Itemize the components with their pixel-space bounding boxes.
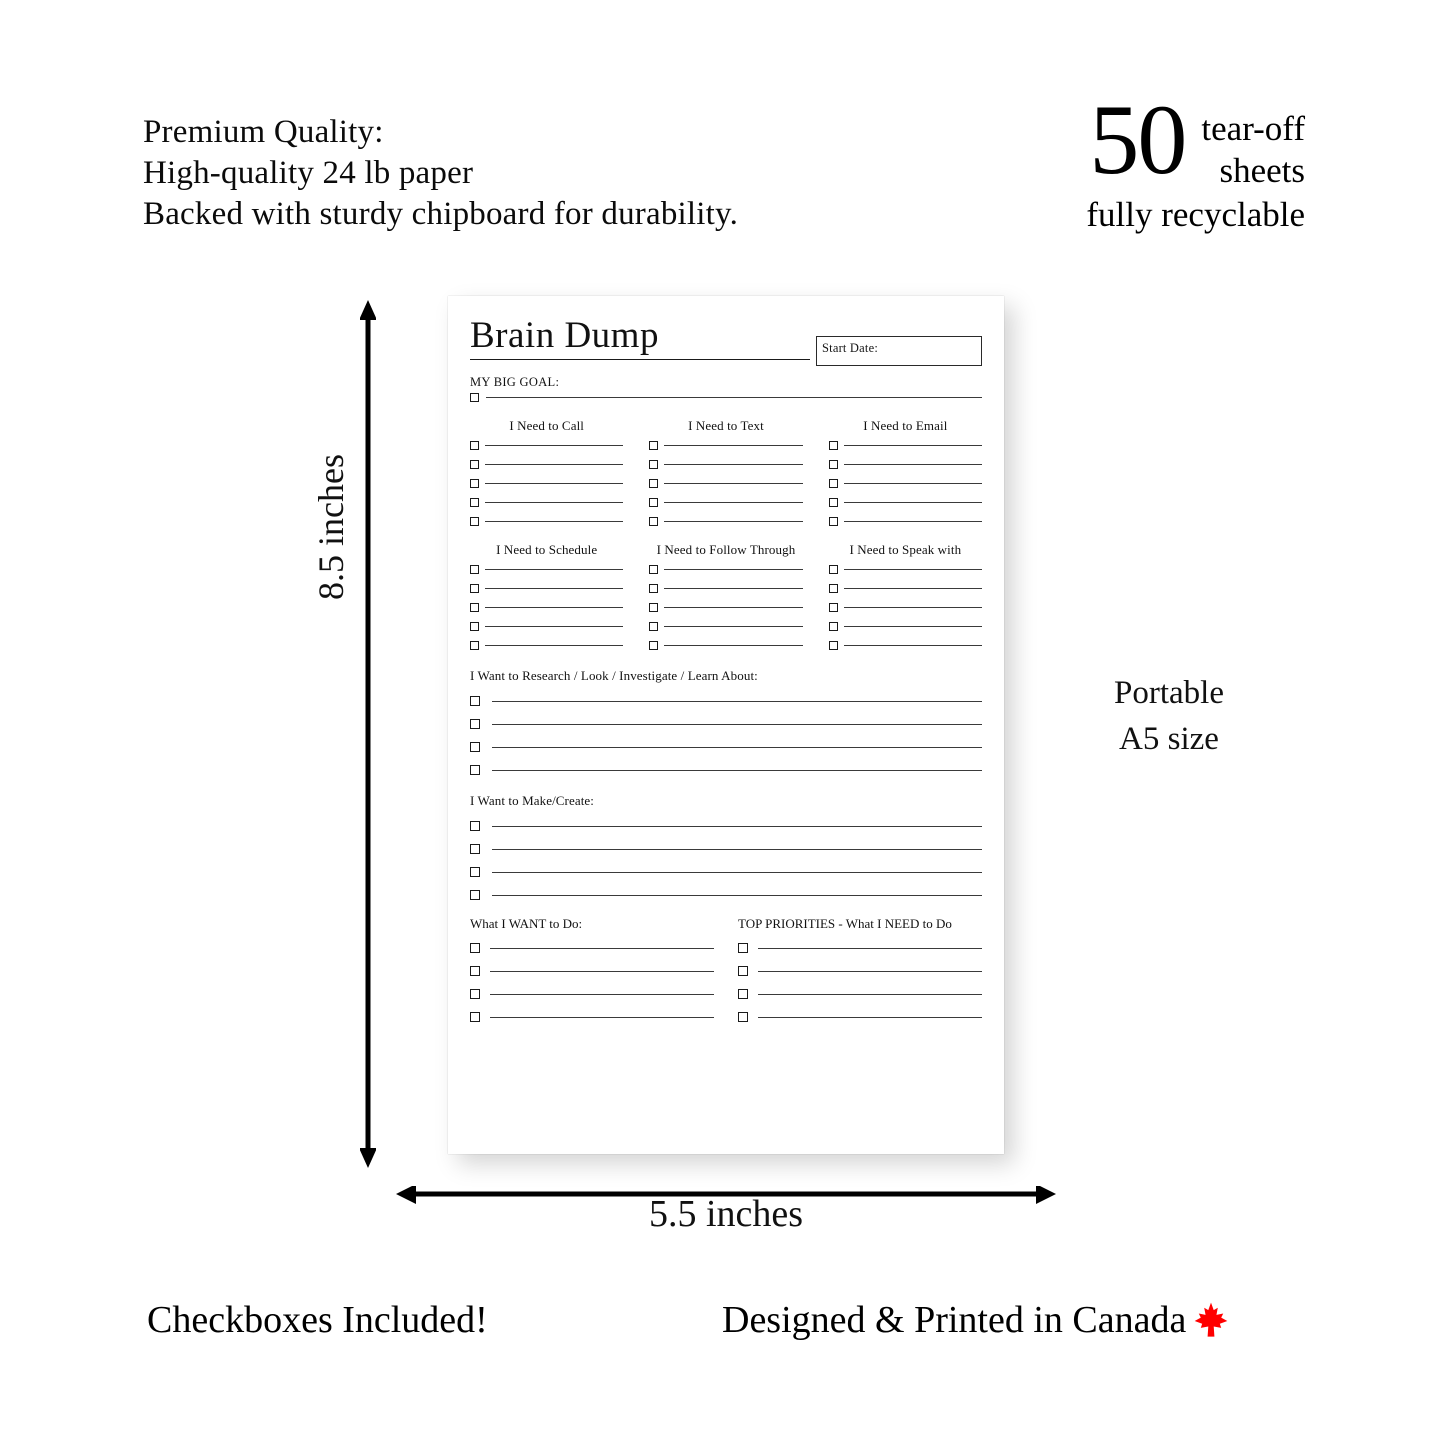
line-row	[470, 844, 982, 854]
checkbox-icon[interactable]	[829, 584, 838, 593]
wide-section-2	[470, 793, 982, 900]
maple-leaf-icon	[1194, 1301, 1228, 1339]
checkbox-icon[interactable]	[649, 498, 658, 507]
checkbox-icon[interactable]	[649, 517, 658, 526]
write-in-line[interactable]	[664, 502, 802, 503]
write-in-line[interactable]	[485, 521, 623, 522]
checkbox-icon[interactable]	[470, 584, 479, 593]
line-row	[470, 742, 982, 752]
portable-size-callout	[1114, 670, 1224, 762]
contact-columns-grid	[470, 418, 982, 526]
write-in-line[interactable]	[844, 569, 982, 570]
checkbox-icon[interactable]	[829, 498, 838, 507]
line-row	[649, 603, 802, 612]
line-row	[470, 821, 982, 831]
line-row	[470, 441, 623, 450]
line-row	[649, 498, 802, 507]
write-in-line[interactable]	[758, 1017, 982, 1018]
line-row	[470, 603, 623, 612]
checkbox-icon[interactable]	[470, 641, 479, 650]
planner-title: Brain Dump	[470, 315, 659, 356]
checkbox-icon[interactable]	[470, 460, 479, 469]
write-in-line[interactable]	[844, 502, 982, 503]
column-2	[649, 542, 802, 650]
checkbox-icon[interactable]	[470, 498, 479, 507]
line-row	[470, 584, 623, 593]
tear-off-row	[1086, 84, 1305, 195]
sheet-count-number: 50	[1089, 84, 1186, 195]
premium-quality-copy	[143, 112, 738, 235]
checkbox-icon[interactable]	[649, 565, 658, 574]
line-row	[829, 622, 982, 631]
checkbox-icon[interactable]	[470, 765, 480, 775]
line-row	[829, 603, 982, 612]
write-in-line[interactable]	[485, 588, 623, 589]
line-row	[738, 943, 982, 953]
column-heading: I Need to Schedule	[496, 542, 598, 557]
line-row	[470, 479, 623, 488]
checkbox-icon[interactable]	[470, 989, 480, 999]
checkbox-icon[interactable]	[470, 565, 479, 574]
brain-dump-planner-sheet	[448, 296, 1004, 1154]
write-in-line[interactable]	[485, 464, 623, 465]
checkbox-icon[interactable]	[829, 479, 838, 488]
write-in-line[interactable]	[485, 502, 623, 503]
checkboxes-included-label: Checkboxes Included!	[147, 1299, 488, 1341]
width-dimension-label: 5.5 inches	[648, 1193, 804, 1235]
line-row	[470, 696, 982, 706]
write-in-line[interactable]	[485, 626, 623, 627]
sheet-count-callout	[1086, 84, 1305, 236]
write-in-line[interactable]	[492, 770, 982, 771]
write-in-line[interactable]	[664, 607, 802, 608]
write-in-line[interactable]	[844, 607, 982, 608]
checkbox-icon[interactable]	[738, 989, 748, 999]
line-row	[470, 890, 982, 900]
checkbox-icon[interactable]	[649, 460, 658, 469]
title-underline	[470, 359, 810, 360]
checkbox-icon[interactable]	[829, 517, 838, 526]
write-in-line[interactable]	[492, 895, 982, 896]
write-in-line[interactable]	[490, 994, 714, 995]
line-row	[649, 622, 802, 631]
bottom-columns-grid	[470, 916, 982, 1022]
write-in-line[interactable]	[485, 569, 623, 570]
line-row	[649, 441, 802, 450]
checkbox-icon[interactable]	[470, 479, 479, 488]
write-in-line[interactable]	[485, 483, 623, 484]
write-in-line[interactable]	[664, 521, 802, 522]
column-heading: I Need to Call	[509, 418, 584, 433]
tear-off-words	[1201, 92, 1305, 192]
checkbox-icon[interactable]	[470, 1012, 480, 1022]
checkbox-icon[interactable]	[649, 584, 658, 593]
checkbox-icon[interactable]	[829, 441, 838, 450]
write-in-line[interactable]	[492, 747, 982, 748]
checkbox-icon[interactable]	[829, 603, 838, 612]
line-row	[470, 565, 623, 574]
checkbox-icon[interactable]	[738, 966, 748, 976]
write-in-line[interactable]	[844, 445, 982, 446]
a5-size-label: A5 size	[1119, 721, 1219, 757]
write-in-line[interactable]	[486, 397, 982, 398]
line-row	[649, 565, 802, 574]
line-row	[470, 517, 623, 526]
line-row	[470, 460, 623, 469]
write-in-line[interactable]	[490, 971, 714, 972]
checkbox-icon[interactable]	[470, 821, 480, 831]
line-row	[738, 1012, 982, 1022]
checkbox-icon[interactable]	[470, 719, 480, 729]
sheets-label: sheets	[1219, 151, 1305, 190]
column-3	[829, 542, 982, 650]
write-in-line[interactable]	[758, 971, 982, 972]
write-in-line[interactable]	[492, 701, 982, 702]
line-row	[829, 479, 982, 488]
line-row	[649, 641, 802, 650]
bottom-column-2	[738, 916, 982, 1022]
write-in-line[interactable]	[664, 569, 802, 570]
checkbox-icon[interactable]	[470, 603, 479, 612]
bottom-column-heading: What I WANT to Do:	[470, 916, 583, 931]
write-in-line[interactable]	[664, 445, 802, 446]
bottom-column-heading: TOP PRIORITIES - What I NEED to Do	[738, 916, 952, 931]
checkbox-icon[interactable]	[470, 943, 480, 953]
line-row	[738, 966, 982, 976]
line-row	[470, 719, 982, 729]
promo-line-2: High-quality 24 lb paper	[143, 155, 474, 191]
checkbox-icon[interactable]	[649, 441, 658, 450]
write-in-line[interactable]	[844, 588, 982, 589]
line-row	[470, 498, 623, 507]
write-in-line[interactable]	[664, 645, 802, 646]
write-in-line[interactable]	[492, 724, 982, 725]
write-in-line[interactable]	[492, 849, 982, 850]
column-1	[470, 542, 623, 650]
made-in-canada-label: Designed & Printed in Canada	[722, 1299, 1187, 1341]
line-row	[470, 867, 982, 877]
line-row	[649, 584, 802, 593]
checkbox-icon[interactable]	[470, 696, 480, 706]
checkbox-icon[interactable]	[470, 622, 479, 631]
height-dimension-arrow	[360, 300, 376, 1168]
write-in-line[interactable]	[844, 626, 982, 627]
checkbox-icon[interactable]	[470, 890, 480, 900]
my-big-goal-row	[470, 393, 982, 402]
fully-recyclable-label: fully recyclable	[1086, 195, 1305, 234]
line-row	[829, 565, 982, 574]
write-in-line[interactable]	[758, 948, 982, 949]
line-row	[829, 517, 982, 526]
column-heading: I Need to Follow Through	[656, 542, 796, 557]
column-heading: I Need to Speak with	[849, 542, 962, 557]
line-row	[470, 622, 623, 631]
checkbox-icon[interactable]	[829, 622, 838, 631]
column-3	[829, 418, 982, 526]
line-row	[470, 1012, 714, 1022]
checkbox-icon[interactable]	[649, 622, 658, 631]
checkbox-icon[interactable]	[829, 460, 838, 469]
line-row	[738, 989, 982, 999]
checkbox-icon[interactable]	[829, 565, 838, 574]
checkbox-icon[interactable]	[829, 641, 838, 650]
planner-content	[470, 314, 982, 1144]
write-in-line[interactable]	[844, 483, 982, 484]
made-in-canada-block	[722, 1298, 1228, 1342]
line-row	[829, 584, 982, 593]
checkbox-icon[interactable]	[470, 742, 480, 752]
planner-header	[470, 314, 982, 366]
line-row	[829, 498, 982, 507]
line-row	[829, 641, 982, 650]
column-1	[470, 418, 623, 526]
write-in-line[interactable]	[490, 948, 714, 949]
checkbox-icon[interactable]	[470, 517, 479, 526]
wide-section-heading: I Want to Make/Create:	[470, 793, 595, 808]
checkbox-icon[interactable]	[649, 641, 658, 650]
checkbox-icon[interactable]	[470, 966, 480, 976]
line-row	[649, 517, 802, 526]
column-2	[649, 418, 802, 526]
checkbox-icon[interactable]	[470, 393, 479, 402]
line-row	[470, 966, 714, 976]
write-in-line[interactable]	[490, 1017, 714, 1018]
bottom-column-1	[470, 916, 714, 1022]
checkbox-icon[interactable]	[470, 844, 480, 854]
write-in-line[interactable]	[492, 826, 982, 827]
checkbox-icon[interactable]	[649, 479, 658, 488]
promo-line-3: Backed with sturdy chipboard for durability.	[143, 196, 739, 232]
write-in-line[interactable]	[485, 645, 623, 646]
wide-sections-group	[470, 668, 982, 900]
start-date-field[interactable]	[816, 336, 982, 366]
checkbox-icon[interactable]	[470, 867, 480, 877]
write-in-line[interactable]	[664, 464, 802, 465]
write-in-line[interactable]	[485, 607, 623, 608]
line-row	[470, 765, 982, 775]
height-dimension-label: 8.5 inches	[311, 454, 351, 600]
write-in-line[interactable]	[485, 445, 623, 446]
portable-label: Portable	[1114, 675, 1224, 711]
my-big-goal-label: MY BIG GOAL:	[470, 375, 560, 389]
write-in-line[interactable]	[664, 588, 802, 589]
line-row	[829, 441, 982, 450]
wide-section-heading: I Want to Research / Look / Investigate / Learn About:	[470, 668, 758, 683]
write-in-line[interactable]	[844, 464, 982, 465]
write-in-line[interactable]	[758, 994, 982, 995]
line-row	[470, 989, 714, 999]
line-row	[649, 479, 802, 488]
planner-title-block	[470, 314, 810, 360]
write-in-line[interactable]	[844, 645, 982, 646]
promo-line-1: Premium Quality:	[143, 114, 384, 150]
tear-off-label: tear-off	[1201, 109, 1305, 148]
write-in-line[interactable]	[664, 483, 802, 484]
line-row	[829, 460, 982, 469]
column-heading: I Need to Text	[688, 418, 764, 433]
write-in-line[interactable]	[492, 872, 982, 873]
column-heading: I Need to Email	[863, 418, 948, 433]
checkbox-icon[interactable]	[738, 943, 748, 953]
checkbox-icon[interactable]	[470, 441, 479, 450]
action-columns-grid	[470, 542, 982, 650]
line-row	[470, 641, 623, 650]
line-row	[649, 460, 802, 469]
wide-section-1	[470, 668, 982, 775]
write-in-line[interactable]	[844, 521, 982, 522]
vertical-arrow-icon	[360, 300, 376, 1168]
checkbox-icon[interactable]	[649, 603, 658, 612]
start-date-label: Start Date:	[822, 341, 879, 355]
checkbox-icon[interactable]	[738, 1012, 748, 1022]
line-row	[470, 943, 714, 953]
write-in-line[interactable]	[664, 626, 802, 627]
